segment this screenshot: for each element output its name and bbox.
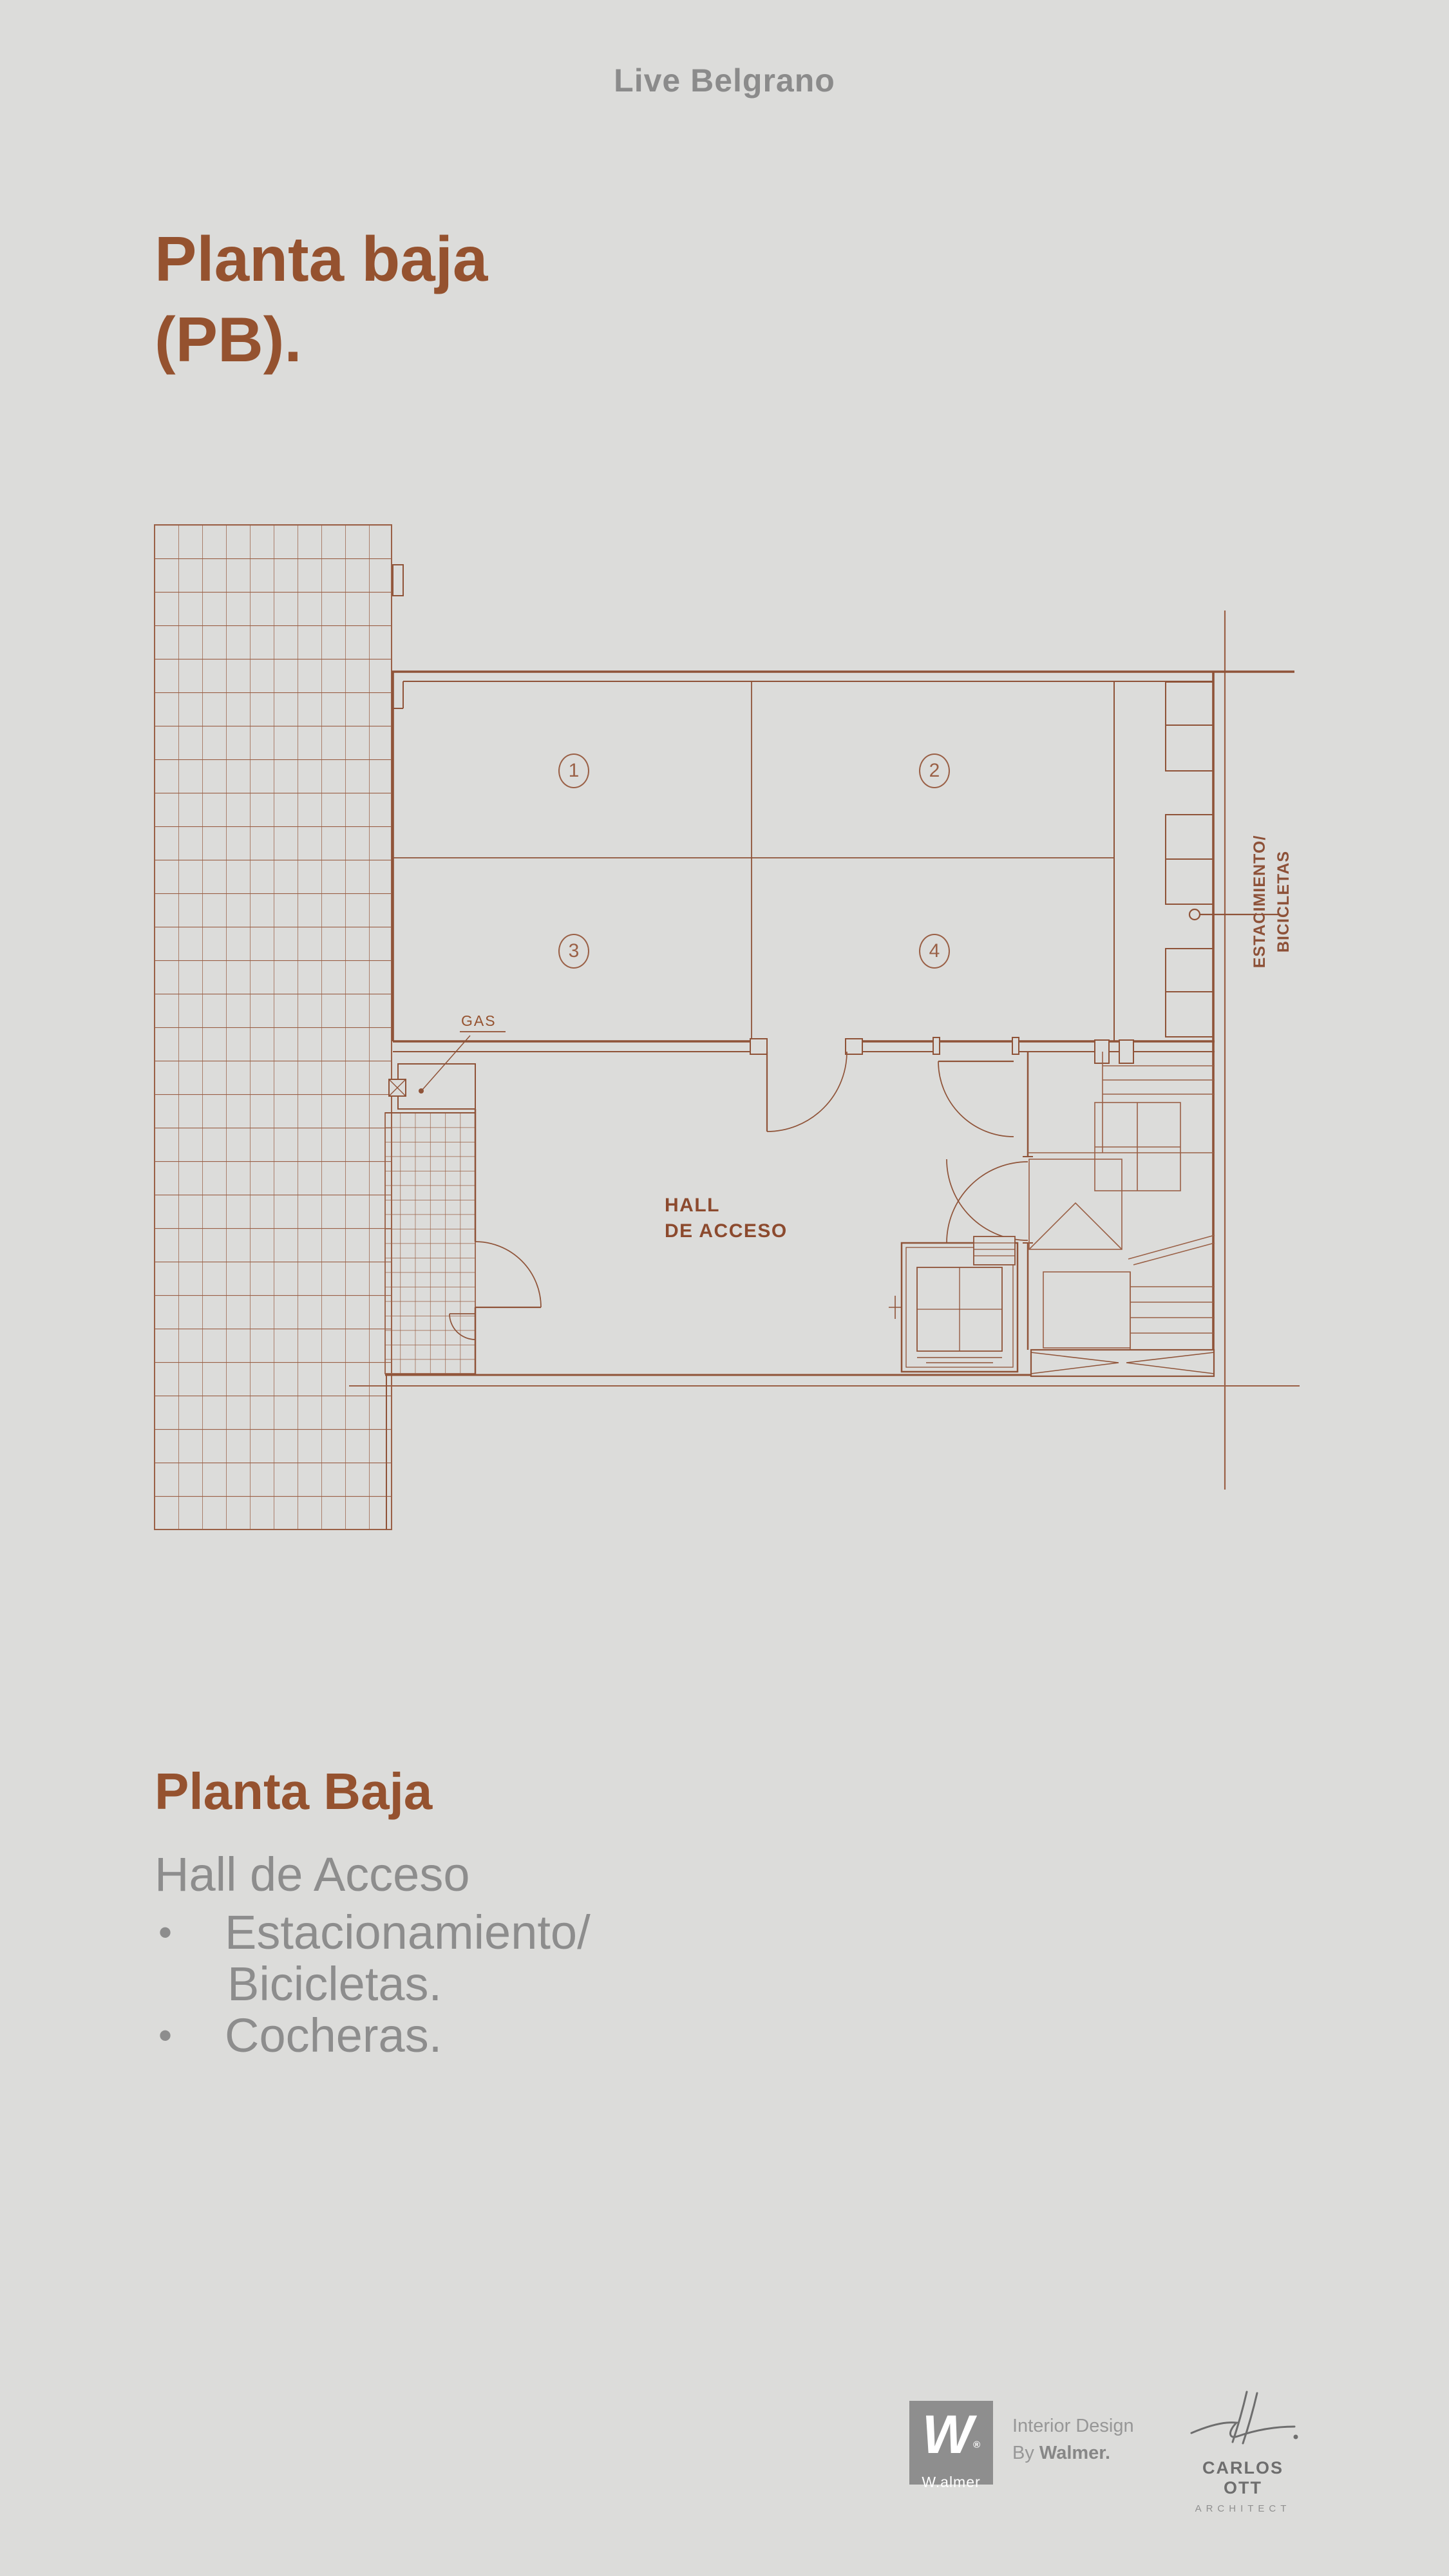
legend-bullet-1-line2: Bicicletas.: [227, 1957, 442, 2011]
building-walls: [385, 565, 1294, 1530]
carlos-ott-signature-icon: [1185, 2387, 1301, 2451]
parking-space-1: [558, 753, 589, 788]
brand-title: Live Belgrano: [614, 62, 835, 99]
legend-bullet-1: [155, 1907, 734, 1958]
parking-space-2-label: 2: [929, 760, 940, 781]
hall-label-line2: DE ACCESO: [665, 1220, 788, 1242]
parking-space-4-label: 4: [929, 940, 940, 961]
hall-label: [665, 1193, 788, 1244]
bullet-icon: •: [158, 1911, 173, 1954]
walmer-wordmark: W.almer: [922, 2474, 981, 2490]
stair-core: [1028, 1052, 1215, 1350]
gas-meter: [389, 1036, 475, 1109]
walmer-logo: [909, 2401, 993, 2490]
side-label-line1: ESTACIMIENTO/: [1251, 835, 1269, 969]
legend-bullet-1-line1: Estacionamiento/: [225, 1906, 591, 1959]
legend-heading: Planta Baja: [155, 1763, 433, 1820]
doors: [450, 1037, 1033, 1340]
carlos-ott-title: ARCHITECT: [1195, 2503, 1291, 2514]
by-text: By: [1012, 2443, 1039, 2463]
legend-bullet-2: [155, 2010, 734, 2061]
bike-parking-side-label: [1248, 835, 1296, 969]
legend-subheading: Hall de Acceso: [155, 1848, 470, 1901]
parking-space-4: [919, 934, 950, 969]
elevator: [889, 1236, 1018, 1372]
walmer-w-glyph: W: [922, 2404, 974, 2465]
interior-design-credit: [1012, 2412, 1134, 2467]
interior-design-line1: Interior Design: [1012, 2416, 1134, 2436]
parking-space-3: [558, 934, 589, 969]
walmer-bold-text: Walmer.: [1039, 2443, 1111, 2463]
gas-label: GAS: [460, 1012, 506, 1032]
parking-space-1-label: 1: [568, 760, 580, 781]
walmer-w-icon: [909, 2404, 993, 2472]
page-title-line1: Planta baja: [155, 223, 488, 294]
legend-bullet-2-text: Cocheras.: [225, 2009, 442, 2062]
bullet-icon: •: [158, 2014, 173, 2057]
parking-space-2: [919, 753, 950, 788]
ramp-grate-symbol: [1031, 1350, 1214, 1376]
hatch-courtyard: [155, 525, 475, 1530]
side-label-line2: BICICLETAS: [1274, 850, 1293, 953]
carlos-ott-credit: [1185, 2387, 1301, 2514]
interior-design-line2: [1012, 2439, 1134, 2467]
parking-space-3-label: 3: [568, 940, 580, 961]
hall-label-line1: HALL: [665, 1195, 720, 1216]
legend: [155, 1762, 734, 2061]
page-title-line2: (PB).: [155, 304, 302, 375]
bike-parking-boxes: [1095, 682, 1213, 1063]
carlos-ott-name: CARLOS OTT: [1202, 2458, 1283, 2497]
registered-mark-icon: ®: [973, 2439, 981, 2450]
